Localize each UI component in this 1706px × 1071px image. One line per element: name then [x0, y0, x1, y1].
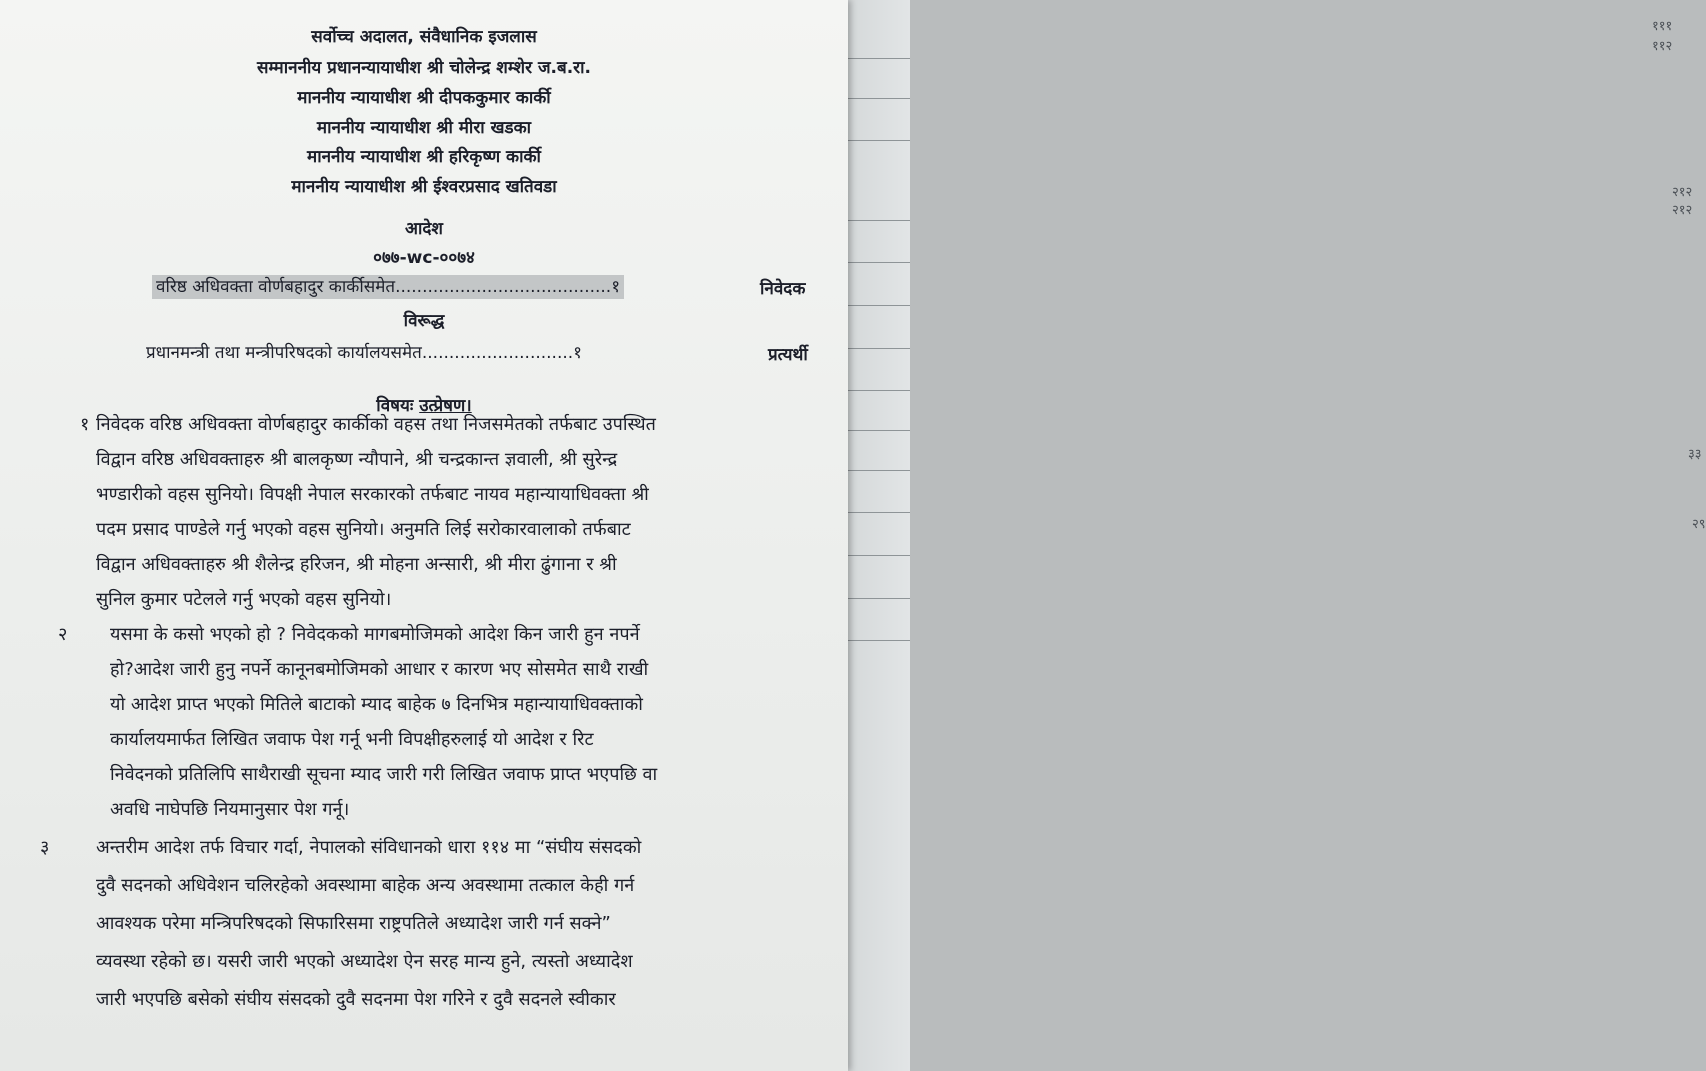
back-sheet-number: २१२: [1672, 203, 1693, 218]
bench-justice: माननीय न्यायाधीश श्री दीपककुमार कार्की: [297, 88, 551, 108]
paragraph-number: ३: [40, 837, 50, 858]
case-number: ०७७-wc-००७४: [373, 248, 475, 268]
subject-label: विषयः: [376, 396, 414, 416]
back-sheet-number: २९: [1692, 517, 1706, 532]
court-name: सर्वोच्च अदालत, संवैधानिक इजलास: [311, 27, 537, 47]
subject-text: उत्प्रेषण।: [419, 396, 472, 416]
bench-justice: माननीय न्यायाधीश श्री ईश्वरप्रसाद खतिवडा: [291, 177, 557, 197]
order-title: आदेश: [405, 219, 443, 239]
petitioner-line: [152, 274, 624, 297]
bench-justice: माननीय न्यायाधीश श्री हरिकृष्ण कार्की: [307, 147, 541, 167]
versus-label: विरूद्ध: [403, 311, 445, 331]
court-order-page: सर्वोच्च अदालत, संवैधानिक इजलास सम्माननीय प्रधानन्यायाधीश श्री चोलेन्द्र शम्शेर ज.ब.रा. माननीय न्यायाधीश श्री दीपककुमार कार्की माननीय न्यायाधीश श्री मीरा खडका माननीय न्यायाधीश श्री हरिकृष्ण कार्की माननीय न्यायाधीश श्री ईश्वरप्रसाद खतिवडा आदेश ०७७-wc-००७४ वरिष्ठ अधिवक्ता वोर्णबहादुर कार्कीसमेत........................................१ निवेदक विरूद्ध प्रधानमन्त्री तथा मन्त्रीपरिषदको कार्यालयसमेत............................१ प्रत्यर्थी विषयः उत्प्रेषण। १ निवेदक वरिष्ठ अधिवक्ता वोर्णबहादुर कार्कीको वहस तथा निजसमेतको तर्फबाट उपस्थित विद्वान वरिष्ठ अधिवक्ताहरु श्री बालकृष्ण न्यौपाने, श्री चन्द्रकान्त ज्ञवाली, श्री सुरेन्द्र भण्डारीको वहस सुनियो। विपक्षी नेपाल सरकारको तर्फबाट नायव महान्यायाधिवक्ता श्री पदम प्रसाद पाण्डेले गर्नु भएको वहस सुनियो। अनुमति लिई सरोकारवालाको तर्फबाट विद्वान अधिवक्ताहरु श्री शैलेन्द्र हरिजन, श्री मोहना अन्सारी, श्री मीरा ढुंगाना र श्री सुनिल कुमार पटेलले गर्नु भएको वहस सुनियो। २ यसमा के कसो भएको हो ? निवेदकको मागबमोजिमको आदेश किन जारी हुन नपर्ने हो?आदेश जारी हुनु नपर्ने कानूनबमोजिमको आधार र कारण भए सोसमेत साथै राखी यो आदेश प्राप्त भएको मितिले बाटाको म्याद बाहेक ७ दिनभित्र महान्यायाधिवक्ताको कार्यालयमार्फत लिखित जवाफ पेश गर्नू भनी विपक्षीहरुलाई यो आदेश र रिट निवेदनको प्रतिलिपि साथैराखी सूचना म्याद जारी गरी लिखित जवाफ प्राप्त भएपछि वा अवधि नाघेपछि नियमानुसार पेश गर्नू। ३ अन्तरीम आदेश तर्फ विचार गर्दा, नेपालको संविधानको धारा ११४ मा “संघीय संसदको दुवै सदनको अधिवेशन चलिरहेको अवस्थामा बाहेक अन्य अवस्थामा तत्काल केही गर्न आवश्यक परेमा मन्त्रिपरिषदको सिफारिसमा राष्ट्रपतिले अध्यादेश जारी गर्न सक्ने” व्यवस्था रहेको छ। यसरी जारी भएको अध्यादेश ऐन सरह मान्य हुने, त्यस्तो अध्यादेश जारी भएपछि बसेको संघीय संसदको दुवै सदनमा पेश गरिने र दुवै सदनले स्वीकार: [0, 0, 848, 1071]
subject-line: [0, 393, 848, 416]
back-sheet-number: १११: [1652, 19, 1673, 34]
paragraph-number: २: [58, 624, 68, 645]
petitioner-name: वरिष्ठ अधिवक्ता वोर्णबहादुर कार्कीसमेत........................................१: [152, 275, 624, 299]
paragraph-number: १: [80, 414, 90, 435]
respondent-role: प्रत्यर्थी: [768, 345, 808, 365]
back-sheet-number: ३३: [1688, 447, 1702, 462]
bench-justice: माननीय न्यायाधीश श्री मीरा खडका: [316, 118, 532, 138]
back-sheet-number: ११२: [1652, 39, 1673, 54]
respondent-name: प्रधानमन्त्री तथा मन्त्रीपरिषदको कार्यालयसमेत............................१: [146, 343, 583, 363]
petitioner-role: निवेदक: [760, 279, 806, 299]
bench-chief-justice: सम्माननीय प्रधानन्यायाधीश श्री चोलेन्द्र शम्शेर ज.ब.रा.: [256, 58, 591, 78]
back-sheet-number: २१२: [1672, 185, 1693, 200]
